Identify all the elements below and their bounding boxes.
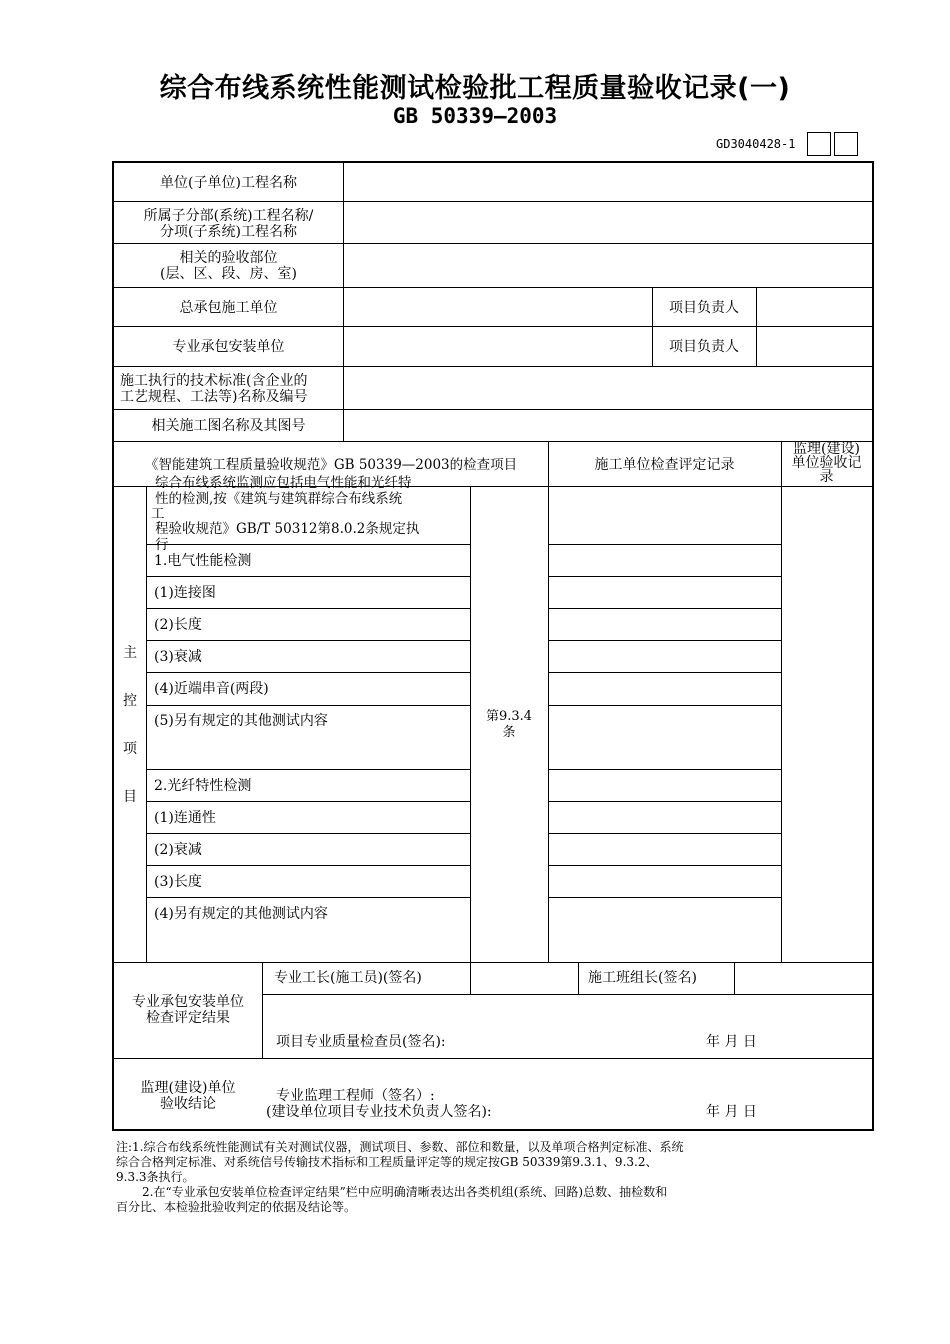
subdivision-label-2: 分项(子系统)工程名称 xyxy=(160,224,297,240)
item-fiber-length: (3)长度 xyxy=(154,874,202,890)
contractor-record-header: 施工单位检查评定记录 xyxy=(594,457,735,473)
specialty-result-label-2: 检查评定结果 xyxy=(146,1010,230,1026)
note-line-3: 9.3.3条执行。 xyxy=(116,1170,195,1184)
main-control-label-4: 目 xyxy=(123,789,137,805)
intro-line-0: 综合布线系统监测应包括电气性能和光纤特 xyxy=(155,475,412,491)
team-leader-signature-label: 施工班组长(签名) xyxy=(588,970,697,986)
intro-line-2: 工 xyxy=(151,506,165,522)
tech-standard-label-2: 工艺规程、工法等)名称及编号 xyxy=(120,389,308,405)
note-line-5: 百分比、本检验批验收判定的依据及结论等。 xyxy=(116,1200,357,1214)
date-field-2: 年 月 日 xyxy=(706,1104,757,1120)
main-control-label-1: 主 xyxy=(123,645,137,661)
acceptance-part-label-1: 相关的验收部位 xyxy=(179,250,278,266)
specialty-result-label-1: 专业承包安装单位 xyxy=(132,994,244,1010)
form-code: GD3040428-1 xyxy=(716,137,796,151)
acceptance-part-label-2: (层、区、段、房、室) xyxy=(160,266,297,282)
date-field-1: 年 月 日 xyxy=(706,1034,757,1050)
clause-ref-2: 条 xyxy=(502,725,516,740)
main-control-label-2: 控 xyxy=(123,693,137,709)
item-other-electrical: (5)另有规定的其他测试内容 xyxy=(154,713,328,729)
quality-inspector-signature-label: 项目专业质量检查员(签名): xyxy=(276,1034,446,1050)
owner-tech-lead-signature-label: (建设单位项目专业技术负责人签名): xyxy=(266,1104,492,1120)
form-code-box-1[interactable] xyxy=(807,132,831,156)
inspection-table xyxy=(112,161,874,1131)
supervision-record-header-3: 录 xyxy=(819,469,834,485)
project-manager-label-1: 项目负责人 xyxy=(669,300,739,316)
clause-ref-1: 第9.3.4 xyxy=(485,709,533,724)
general-contractor-label: 总承包施工单位 xyxy=(179,300,278,316)
supervision-record-header-2: 单位验收记 xyxy=(791,455,862,471)
supervision-conclusion-label-2: 验收结论 xyxy=(160,1096,216,1112)
note-line-2: 综合合格判定标准、对系统信号传输技术指标和工程质量评定等的规定按GB 50339第9.3.1、9.3.2、 xyxy=(116,1155,658,1169)
item-wiremap: (1)连接图 xyxy=(154,585,216,601)
supervision-record-header-1: 监理(建设) xyxy=(793,441,860,457)
item-attenuation: (3)衰减 xyxy=(154,649,202,665)
foreman-signature-label: 专业工长(施工员)(签名) xyxy=(274,970,422,986)
item-fiber-test: 2.光纤特性检测 xyxy=(154,778,252,794)
item-length: (2)长度 xyxy=(154,617,202,633)
intro-line-1: 性的检测,按《建筑与建筑群综合布线系统 xyxy=(155,491,403,507)
supervision-conclusion-label-1: 监理(建设)单位 xyxy=(140,1080,236,1096)
form-title: 综合布线系统性能测试检验批工程质量验收记录(一) xyxy=(159,73,791,104)
intro-line-3: 程验收规范》GB/T 50312第8.0.2条规定执 xyxy=(155,521,420,537)
note-line-1: 注:1.综合布线系统性能测试有关对测试仪器，测试项目、参数、部位和数量，以及单项合格判定标准、系统 xyxy=(116,1140,684,1154)
supervising-engineer-signature-label: 专业监理工程师（签名）: xyxy=(276,1088,435,1104)
unit-project-name-label: 单位(子单位)工程名称 xyxy=(160,175,297,191)
item-fiber-attenuation: (2)衰减 xyxy=(154,842,202,858)
intro-cell xyxy=(147,475,470,553)
drawing-name-label: 相关施工图名称及其图号 xyxy=(151,418,306,434)
item-continuity: (1)连通性 xyxy=(154,810,216,826)
main-control-label-3: 项 xyxy=(123,741,137,757)
form-code-box-2[interactable] xyxy=(834,132,858,156)
form-standard: GB 50339—2003 xyxy=(392,104,558,128)
subdivision-label-1: 所属子分部(系统)工程名称/ xyxy=(143,208,314,224)
intro-line-4: 行 xyxy=(155,537,169,553)
tech-standard-label-1: 施工执行的技术标准(含企业的 xyxy=(120,373,308,389)
specialty-contractor-label: 专业承包安装单位 xyxy=(172,339,285,355)
check-items-header: 《智能建筑工程质量验收规范》GB 50339—2003的检查项目 xyxy=(144,457,518,473)
note-line-4: 2.在“专业承包安装单位检查评定结果”栏中应明确清晰表达出各类机组(系统、回路)总数、抽检数和 xyxy=(142,1185,668,1199)
item-next: (4)近端串音(两段) xyxy=(154,681,269,697)
item-other-fiber: (4)另有规定的其他测试内容 xyxy=(154,906,328,922)
item-electrical-test: 1.电气性能检测 xyxy=(154,553,252,569)
project-manager-label-2: 项目负责人 xyxy=(669,339,739,355)
